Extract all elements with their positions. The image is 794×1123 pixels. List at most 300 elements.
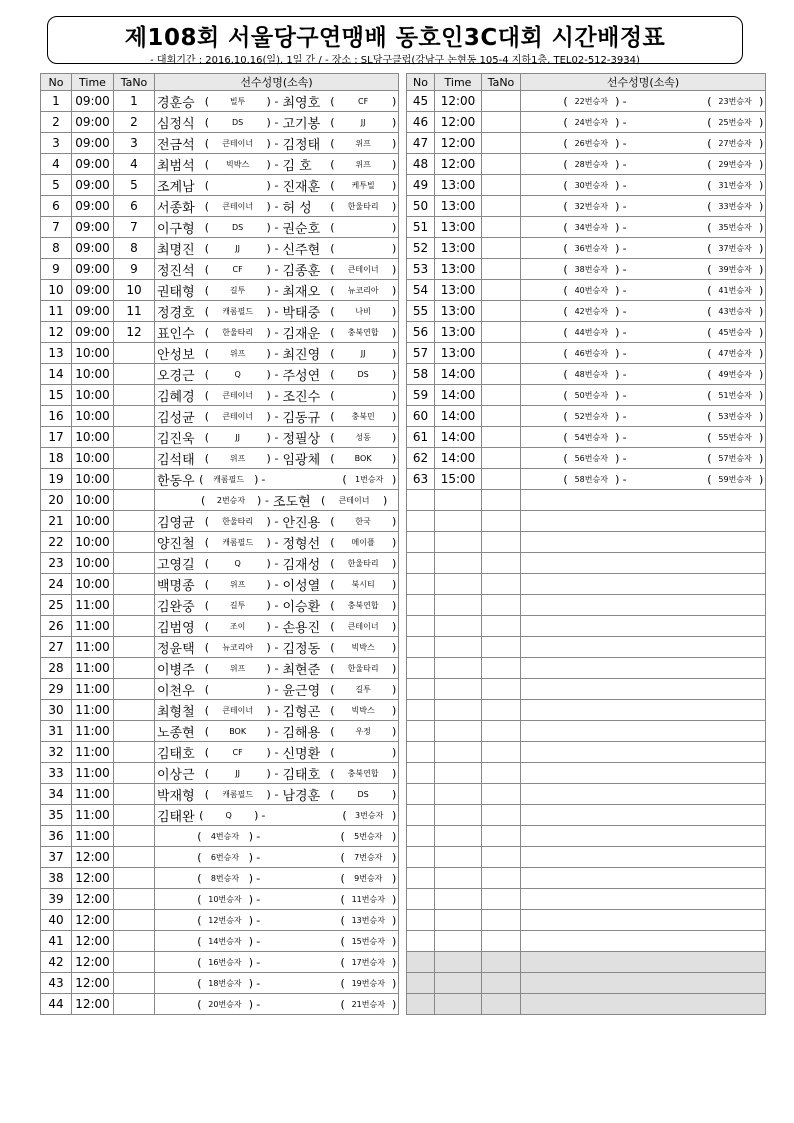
player-2-affiliation: 한울타리 <box>347 201 379 211</box>
match-time: 10:00 <box>72 511 114 532</box>
match-time: 10:00 <box>72 385 114 406</box>
paren-close: ) <box>615 157 620 171</box>
paren-open: ( <box>330 640 335 654</box>
paren-open: ( <box>707 199 712 213</box>
match-no: 32 <box>41 742 72 763</box>
paren-open: ( <box>204 283 210 297</box>
player-2-affiliation: 45번승자 <box>718 327 752 337</box>
empty-cell <box>482 742 521 763</box>
versus-dash: - <box>256 997 261 1011</box>
empty-cell <box>407 700 435 721</box>
versus-dash: - <box>274 577 279 591</box>
player-1-affiliation: CF <box>232 264 243 274</box>
paren-close: ) <box>254 808 259 822</box>
player-1-affiliation: 한울타리 <box>222 327 254 337</box>
versus-dash: - <box>265 493 269 507</box>
header-no: No <box>407 74 435 91</box>
paren-open: ( <box>340 976 345 990</box>
pair-line <box>157 196 396 216</box>
table-no <box>482 301 521 322</box>
table-no <box>482 259 521 280</box>
paren-close: ) <box>266 94 271 108</box>
paren-open: ( <box>563 178 568 192</box>
player-2-affiliation: 39번승자 <box>718 264 752 274</box>
player-1-name: 김태호 <box>157 746 195 762</box>
versus-dash: - <box>274 115 279 129</box>
player-2-name: 김정태 <box>282 137 321 153</box>
table-no <box>114 931 155 952</box>
player-2-affiliation: 빅박스 <box>351 642 375 652</box>
paren-open: ( <box>330 199 335 213</box>
player-pair <box>155 217 399 238</box>
versus-dash: - <box>274 220 279 234</box>
pair-line <box>157 658 396 678</box>
paren-close: ) <box>758 220 764 234</box>
match-no: 5 <box>41 175 72 196</box>
player-pair <box>155 679 399 700</box>
paren-close: ) <box>392 913 397 927</box>
pair-line <box>523 91 763 111</box>
paren-open: ( <box>563 388 568 402</box>
match-time: 10:00 <box>72 469 114 490</box>
match-no: 40 <box>41 910 72 931</box>
player-pair <box>155 259 399 280</box>
empty-cell <box>521 931 766 952</box>
table-no <box>114 595 155 616</box>
match-time: 12:00 <box>435 91 482 112</box>
paren-open: ( <box>321 493 326 507</box>
paren-open: ( <box>330 787 335 801</box>
table-row <box>41 196 399 217</box>
player-1-affiliation: 46번승자 <box>574 348 608 358</box>
paren-close: ) <box>392 892 397 906</box>
player-1-affiliation: 큰테이너 <box>222 201 254 211</box>
match-time: 12:00 <box>72 931 114 952</box>
player-2-name: 신명환 <box>282 746 321 762</box>
versus-dash: - <box>256 955 261 969</box>
pair-line <box>523 406 763 426</box>
player-2-name: 조도현 <box>273 494 311 510</box>
match-time: 15:00 <box>435 469 482 490</box>
empty-row <box>407 952 766 973</box>
pair-line <box>157 91 396 111</box>
player-1-name: 이천우 <box>157 683 195 699</box>
player-2-affiliation: 59번승자 <box>718 474 752 484</box>
paren-close: ) <box>392 955 397 969</box>
player-pair <box>155 196 399 217</box>
table-row <box>41 889 399 910</box>
pair-line <box>157 343 396 363</box>
empty-cell <box>482 679 521 700</box>
player-1-affiliation: 뉴코리아 <box>222 642 254 652</box>
player-1-name: 최명진 <box>157 242 195 258</box>
player-2-affiliation: 한울타리 <box>347 663 379 673</box>
player-pair <box>155 511 399 532</box>
empty-cell <box>521 511 766 532</box>
paren-close: ) <box>615 367 620 381</box>
match-time: 11:00 <box>72 616 114 637</box>
paren-open: ( <box>330 220 335 234</box>
versus-dash: - <box>622 388 627 402</box>
player-1-affiliation: 48번승자 <box>574 369 608 379</box>
versus-dash: - <box>622 367 627 381</box>
empty-cell <box>407 952 435 973</box>
table-no <box>114 994 155 1015</box>
table-row <box>41 511 399 532</box>
paren-close: ) <box>257 493 262 507</box>
table-no <box>114 658 155 679</box>
table-row <box>407 175 766 196</box>
player-2-affiliation: 37번승자 <box>718 243 752 253</box>
player-1-affiliation: 32번승자 <box>574 201 608 211</box>
player-2-name: 윤근영 <box>282 683 321 699</box>
pair-line <box>157 532 396 552</box>
paren-close: ) <box>266 367 271 381</box>
table-no <box>482 364 521 385</box>
paren-open: ( <box>204 241 210 255</box>
paren-close: ) <box>391 178 397 192</box>
paren-close: ) <box>266 766 271 780</box>
player-2-affiliation: DS <box>357 369 369 379</box>
table-row <box>407 238 766 259</box>
table-row <box>41 133 399 154</box>
player-pair <box>521 343 766 364</box>
player-2-name: 박태중 <box>282 305 321 321</box>
table-no <box>482 154 521 175</box>
match-no: 42 <box>41 952 72 973</box>
paren-open: ( <box>204 262 210 276</box>
match-no: 25 <box>41 595 72 616</box>
paren-open: ( <box>330 136 335 150</box>
versus-dash: - <box>622 262 627 276</box>
match-no: 7 <box>41 217 72 238</box>
paren-open: ( <box>204 115 210 129</box>
table-no <box>482 112 521 133</box>
empty-cell <box>482 511 521 532</box>
player-2-affiliation: 성동 <box>355 432 371 442</box>
empty-cell <box>521 994 766 1015</box>
paren-open: ( <box>204 745 210 759</box>
paren-close: ) <box>392 829 397 843</box>
player-2-affiliation: 57번승자 <box>718 453 752 463</box>
pair-line <box>523 448 763 468</box>
match-no: 21 <box>41 511 72 532</box>
pair-line <box>157 511 396 531</box>
match-no: 50 <box>407 196 435 217</box>
player-2-name: 권순호 <box>282 221 321 237</box>
match-time: 12:00 <box>435 112 482 133</box>
paren-open: ( <box>707 304 712 318</box>
page-title: 제108회 서울당구연맹배 동호인3C대회 시간배정표 <box>124 25 666 51</box>
match-no: 11 <box>41 301 72 322</box>
pair-line <box>157 973 396 993</box>
empty-cell <box>521 910 766 931</box>
player-pair <box>521 175 766 196</box>
player-2-name: 진재훈 <box>282 179 321 195</box>
paren-close: ) <box>391 325 397 339</box>
paren-close: ) <box>615 451 620 465</box>
player-1-affiliation: 56번승자 <box>574 453 608 463</box>
versus-dash: - <box>274 514 279 528</box>
paren-open: ( <box>707 94 712 108</box>
empty-cell <box>521 973 766 994</box>
match-time: 12:00 <box>72 868 114 889</box>
table-no: 9 <box>114 259 155 280</box>
versus-dash: - <box>256 850 261 864</box>
paren-close: ) <box>266 430 271 444</box>
player-1-affiliation: Q <box>225 810 232 820</box>
paren-open: ( <box>201 493 206 507</box>
player-1-affiliation: 큰테이너 <box>222 390 254 400</box>
paren-close: ) <box>266 514 271 528</box>
paren-close: ) <box>758 115 764 129</box>
paren-open: ( <box>204 682 210 696</box>
empty-cell <box>407 574 435 595</box>
paren-open: ( <box>204 220 210 234</box>
player-2-affiliation: 29번승자 <box>718 159 752 169</box>
versus-dash: - <box>622 94 627 108</box>
empty-row <box>407 868 766 889</box>
pair-line <box>523 322 763 342</box>
match-no: 4 <box>41 154 72 175</box>
player-1-affiliation: 10번승자 <box>208 894 242 904</box>
match-no: 56 <box>407 322 435 343</box>
player-pair <box>521 448 766 469</box>
pair-line <box>157 994 396 1014</box>
player-2-affiliation: 19번승자 <box>351 978 385 988</box>
player-pair <box>155 175 399 196</box>
paren-open: ( <box>563 472 568 486</box>
player-1-name: 전금석 <box>157 137 195 153</box>
player-pair <box>155 154 399 175</box>
empty-cell <box>482 847 521 868</box>
table-no <box>114 553 155 574</box>
player-pair <box>155 994 399 1015</box>
player-1-affiliation: 빅박스 <box>226 159 250 169</box>
match-time: 13:00 <box>435 196 482 217</box>
table-row <box>41 826 399 847</box>
empty-row <box>407 595 766 616</box>
player-pair <box>155 280 399 301</box>
match-no: 13 <box>41 343 72 364</box>
versus-dash: - <box>274 787 279 801</box>
paren-close: ) <box>391 409 397 423</box>
player-2-affiliation: JJ <box>360 348 366 358</box>
table-no <box>482 448 521 469</box>
paren-open: ( <box>204 199 210 213</box>
empty-row <box>407 658 766 679</box>
paren-open: ( <box>204 304 210 318</box>
empty-cell <box>482 658 521 679</box>
pair-line <box>157 238 396 258</box>
paren-close: ) <box>248 955 254 969</box>
player-1-name: 안성보 <box>157 347 195 363</box>
match-time: 09:00 <box>72 280 114 301</box>
pair-line <box>157 133 396 153</box>
empty-cell <box>521 490 766 511</box>
paren-open: ( <box>204 388 210 402</box>
table-row <box>407 469 766 490</box>
match-no: 24 <box>41 574 72 595</box>
paren-open: ( <box>204 535 210 549</box>
player-1-name: 양진철 <box>157 536 195 552</box>
empty-cell <box>407 868 435 889</box>
versus-dash: - <box>274 682 279 696</box>
paren-open: ( <box>330 661 335 675</box>
pair-line <box>523 238 763 258</box>
player-2-affiliation: 43번승자 <box>718 306 752 316</box>
player-1-affiliation: 위프 <box>229 453 246 463</box>
player-pair <box>155 847 399 868</box>
player-pair <box>155 952 399 973</box>
table-row <box>41 154 399 175</box>
versus-dash: - <box>274 745 279 759</box>
paren-open: ( <box>340 934 345 948</box>
empty-cell <box>521 742 766 763</box>
versus-dash: - <box>256 829 261 843</box>
versus-dash: - <box>622 304 627 318</box>
player-1-name: 최범석 <box>157 158 195 174</box>
player-pair <box>155 343 399 364</box>
match-no: 18 <box>41 448 72 469</box>
player-2-affiliation: 나비 <box>355 306 371 316</box>
table-row <box>41 574 399 595</box>
paren-open: ( <box>707 115 712 129</box>
player-1-affiliation: 위프 <box>229 348 246 358</box>
paren-close: ) <box>266 409 271 423</box>
pair-line <box>523 427 763 447</box>
player-1-name: 조계남 <box>157 179 195 195</box>
paren-open: ( <box>204 787 210 801</box>
player-2-affiliation: 25번승자 <box>718 117 752 127</box>
table-row <box>407 343 766 364</box>
match-time: 11:00 <box>72 595 114 616</box>
empty-cell <box>521 532 766 553</box>
paren-close: ) <box>266 178 271 192</box>
empty-row <box>407 973 766 994</box>
player-2-name: 정형선 <box>282 536 321 552</box>
player-pair <box>521 427 766 448</box>
pair-line <box>523 280 763 300</box>
player-1-affiliation: 20번승자 <box>208 999 242 1009</box>
match-time: 13:00 <box>435 259 482 280</box>
pair-line <box>157 889 396 909</box>
table-row <box>41 322 399 343</box>
match-time: 10:00 <box>72 490 114 511</box>
paren-open: ( <box>330 514 335 528</box>
paren-open: ( <box>707 409 712 423</box>
paren-open: ( <box>197 955 202 969</box>
versus-dash: - <box>274 640 279 654</box>
empty-cell <box>482 973 521 994</box>
paren-open: ( <box>563 220 568 234</box>
paren-close: ) <box>615 409 620 423</box>
paren-open: ( <box>330 703 335 717</box>
header-players: 선수성명(소속) <box>155 74 399 91</box>
header-time: Time <box>72 74 114 91</box>
versus-dash: - <box>622 136 627 150</box>
match-no: 31 <box>41 721 72 742</box>
player-pair <box>155 658 399 679</box>
table-no: 4 <box>114 154 155 175</box>
paren-close: ) <box>391 451 397 465</box>
paren-open: ( <box>707 262 712 276</box>
player-1-affiliation: 24번승자 <box>574 117 608 127</box>
paren-open: ( <box>563 283 568 297</box>
empty-cell <box>482 616 521 637</box>
paren-close: ) <box>266 451 271 465</box>
empty-row <box>407 763 766 784</box>
table-row <box>41 259 399 280</box>
empty-cell <box>407 658 435 679</box>
player-1-name: 오경근 <box>157 368 195 384</box>
paren-close: ) <box>615 472 620 486</box>
empty-cell <box>435 931 482 952</box>
table-row <box>407 427 766 448</box>
paren-close: ) <box>391 94 397 108</box>
table-no <box>114 973 155 994</box>
pair-line <box>157 112 396 132</box>
player-1-affiliation: 4번승자 <box>210 831 240 841</box>
player-pair <box>155 406 399 427</box>
empty-cell <box>482 763 521 784</box>
empty-cell <box>435 532 482 553</box>
player-1-affiliation: DS <box>232 117 244 127</box>
table-no <box>482 469 521 490</box>
versus-dash: - <box>274 388 279 402</box>
table-row <box>41 973 399 994</box>
player-1-name: 경훈승 <box>157 95 195 111</box>
paren-open: ( <box>340 892 345 906</box>
player-1-affiliation: 28번승자 <box>574 159 608 169</box>
player-1-name: 이상근 <box>157 767 195 783</box>
table-row <box>41 637 399 658</box>
match-no: 54 <box>407 280 435 301</box>
player-pair <box>521 154 766 175</box>
match-time: 14:00 <box>435 385 482 406</box>
player-pair <box>521 322 766 343</box>
paren-close: ) <box>758 304 764 318</box>
versus-dash: - <box>274 409 279 423</box>
table-row <box>41 532 399 553</box>
empty-cell <box>482 553 521 574</box>
table-row <box>41 217 399 238</box>
paren-open: ( <box>707 136 712 150</box>
table-row <box>41 364 399 385</box>
empty-row <box>407 826 766 847</box>
paren-close: ) <box>254 472 259 486</box>
pair-line <box>157 154 396 174</box>
paren-open: ( <box>330 178 335 192</box>
paren-close: ) <box>266 661 271 675</box>
match-no: 37 <box>41 847 72 868</box>
empty-cell <box>482 952 521 973</box>
paren-close: ) <box>248 976 254 990</box>
player-pair <box>521 91 766 112</box>
player-1-name: 정경호 <box>157 305 195 321</box>
versus-dash: - <box>274 619 279 633</box>
header-players: 선수성명(소속) <box>521 74 766 91</box>
paren-open: ( <box>342 472 347 486</box>
match-time: 12:00 <box>72 952 114 973</box>
empty-cell <box>482 910 521 931</box>
paren-open: ( <box>330 577 335 591</box>
versus-dash: - <box>274 724 279 738</box>
empty-cell <box>521 826 766 847</box>
paren-close: ) <box>391 262 397 276</box>
table-no <box>114 700 155 721</box>
paren-close: ) <box>392 871 397 885</box>
